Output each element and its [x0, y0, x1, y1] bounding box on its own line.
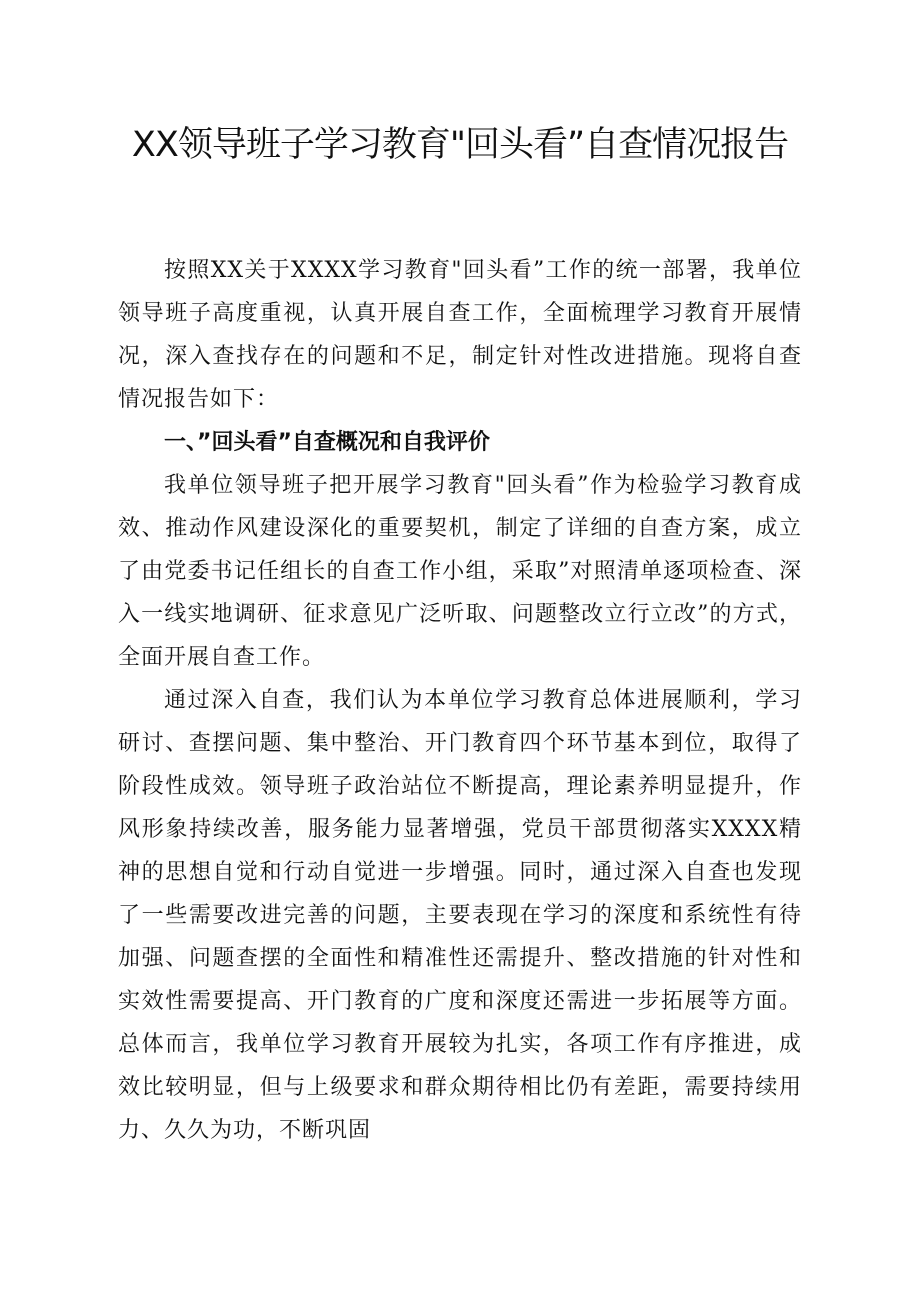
intro-paragraph: 按照XX关于XXXX学习教育"回头看”工作的统一部署，我单位领导班子高度重视，认真开展自查工作，全面梳理学习教育开展情况，深入查找存在的问题和不足，制定针对性改进措施。现将自查情况报告如下： [118, 258, 802, 412]
section-heading: 一、”回头看”自查概况和自我评价 [164, 430, 490, 455]
overview-paragraph: 我单位领导班子把开展学习教育"回头看”作为检验学习教育成效、推动作风建设深化的重要契机，制定了详细的自查方案，成立了由党委书记任组长的自查工作小组，采取”对照清单逐项检查、深入一线实地调研、征求意见广泛听取、问题整改立行立改”的方式，全面开展自查工作。 [118, 473, 802, 670]
document-title: XX领导班子学习教育"回头看”自查情况报告 [131, 125, 789, 165]
evaluation-paragraph: 通过深入自查，我们认为本单位学习教育总体进展顺利，学习研讨、查摆问题、集中整治、开门教育四个环节基本到位，取得了阶段性成效。领导班子政治站位不断提高，理论素养明显提升，作风形象持续改善，服务能力显著增强，党员干部贯彻落实XXXX精神的思想自觉和行动自觉进一步增强。同时，通过深入自查也发现了一些需要改进完善的问题，主要表现在学习的深度和系统性有待加强、问题查摆的全面性和精准性还需提升、整改措施的针对性和实效性需要提高、开门教育的广度和深度还需进一步拓展等方面。总体而言，我单位学习教育开展较为扎实，各项工作有序推进，成效比较明显，但与上级要求和群众期待相比仍有差距，需要持续用力、久久为功，不断巩固 [118, 688, 802, 1143]
